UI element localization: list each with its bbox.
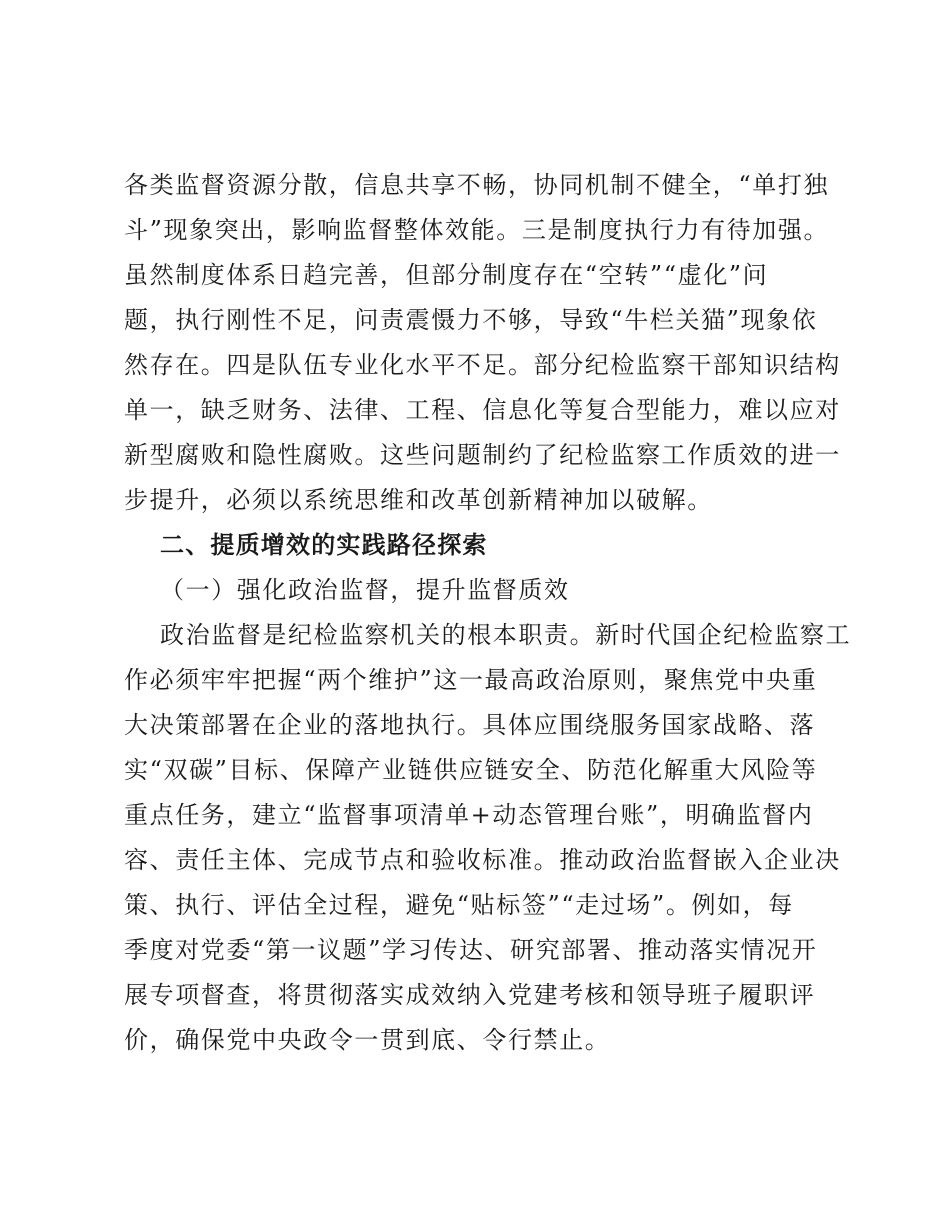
- paragraph-line-8: 步提升，必须以系统思维和改革创新精神加以破解。: [124, 486, 713, 514]
- section-heading: 二、提质增效的实践路径探索: [160, 531, 488, 559]
- paragraph-line-9: 政治监督是纪检监察机关的根本职责。新时代国企纪检监察工: [160, 621, 852, 649]
- paragraph-line-14: 容、责任主体、完成节点和验收标准。推动政治监督嵌入企业决: [124, 846, 841, 874]
- paragraph-line-15: 策、执行、评估全过程，避免“贴标签”“走过场”。例如，每: [124, 891, 794, 919]
- paragraph-line-1: 各类监督资源分散，信息共享不畅，协同机制不健全，“单打独: [124, 171, 830, 199]
- paragraph-line-7: 新型腐败和隐性腐败。这些问题制约了纪检监察工作质效的进一: [124, 441, 841, 469]
- paragraph-line-12: 实“双碳”目标、保障产业链供应链安全、防范化解重大风险等: [124, 756, 818, 784]
- paragraph-line-16: 季度对党委“第一议题”学习传达、研究部署、推动落实情况开: [124, 936, 818, 964]
- paragraph-line-4: 题，执行刚性不足，问责震慑力不够，导致“牛栏关猫”现象依: [124, 306, 818, 334]
- paragraph-line-2: 斗”现象突出，影响监督整体效能。三是制度执行力有待加强。: [124, 216, 830, 244]
- paragraph-line-17: 展专项督查，将贯彻落实成效纳入党建考核和领导班子履职评: [124, 981, 816, 1009]
- paragraph-line-6: 单一，缺乏财务、法律、工程、信息化等复合型能力，难以应对: [124, 396, 841, 424]
- paragraph-line-11: 大决策部署在企业的落地执行。具体应围绕服务国家战略、落: [124, 711, 816, 739]
- paragraph-line-13: 重点任务，建立“监督事项清单+动态管理台账”，明确监督内: [124, 801, 814, 829]
- paragraph-line-3: 虽然制度体系日趋完善，但部分制度存在“空转”“虚化”问: [124, 261, 769, 289]
- paragraph-line-10: 作必须牢牢把握“两个维护”这一最高政治原则，聚焦党中央重: [124, 666, 818, 694]
- paragraph-line-5: 然存在。四是队伍专业化水平不足。部分纪检监察干部知识结构: [124, 351, 841, 379]
- paragraph-line-18: 价，确保党中央政令一贯到底、令行禁止。: [124, 1026, 611, 1054]
- subsection-heading: （一）强化政治监督，提升监督质效: [160, 576, 570, 604]
